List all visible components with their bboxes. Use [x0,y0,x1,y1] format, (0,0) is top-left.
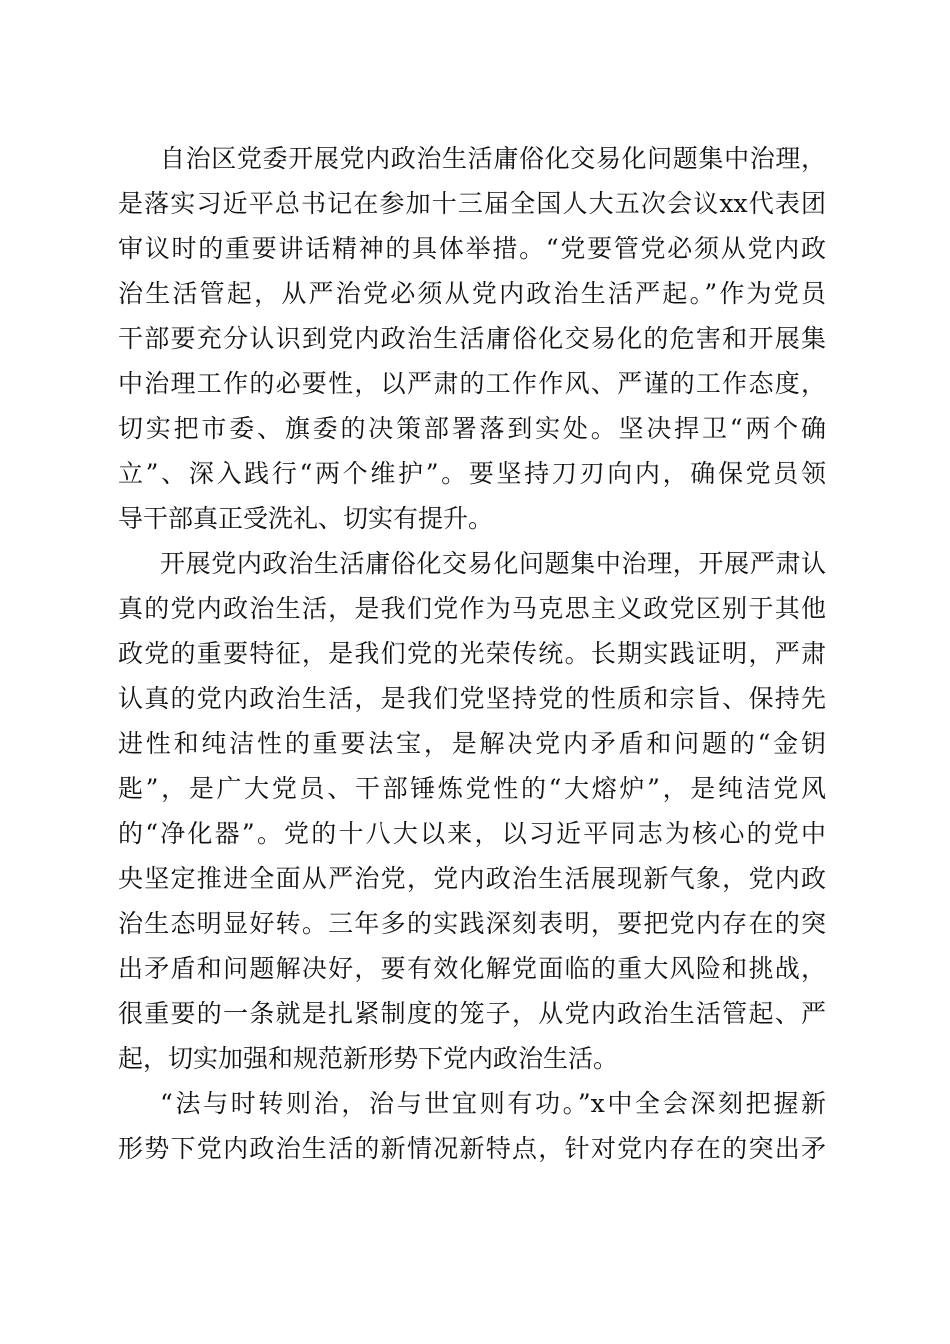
text-line: 中治理工作的必要性，以严肃的工作作风、严谨的工作态度， [118,369,826,398]
text-line: 是落实习近平总书记在参加十三届全国人大五次会议xx代表团 [118,189,826,218]
text-line: 真的党内政治生活，是我们党作为马克思主义政党区别于其他 [118,594,826,623]
text-line: 自治区党委开展党内政治生活庸俗化交易化问题集中治理， [160,144,826,173]
text-line: 起，切实加强和规范新形势下党内政治生活。 [118,1044,619,1073]
text-line: 切实把市委、旗委的决策部署落到实处。坚决捍卫“两个确 [118,414,826,443]
text-line: 审议时的重要讲话精神的具体举措。“党要管党必须从党内政 [118,234,826,263]
text-line: 进性和纯洁性的重要法宝，是解决党内矛盾和问题的“金钥 [118,729,826,758]
paragraph-1 [118,136,826,541]
text-line: 政党的重要特征，是我们党的光荣传统。长期实践证明，严肃 [118,639,826,668]
text-line: 开展党内政治生活庸俗化交易化问题集中治理，开展严肃认 [160,549,826,578]
paragraph-3 [118,1081,826,1171]
text-line: “法与时转则治，治与世宜则有功。”x中全会深刻把握新 [160,1089,826,1118]
text-line: 很重要的一条就是扎紧制度的笼子，从党内政治生活管起、严 [118,999,826,1028]
text-line: 出矛盾和问题解决好，要有效化解党面临的重大风险和挑战， [118,954,826,983]
text-line: 央坚定推进全面从严治党，党内政治生活展现新气象，党内政 [118,864,826,893]
text-line: 的“净化器”。党的十八大以来，以习近平同志为核心的党中 [118,819,826,848]
paragraph-2 [118,541,826,1081]
text-line: 认真的党内政治生活，是我们党坚持党的性质和宗旨、保持先 [118,684,826,713]
text-line: 导干部真正受洗礼、切实有提升。 [118,504,494,533]
text-line: 治生活管起，从严治党必须从党内政治生活严起。”作为党员 [118,279,826,308]
document-body [118,136,826,1171]
text-line: 匙”，是广大党员、干部锤炼党性的“大熔炉”，是纯洁党风 [118,774,826,803]
text-line: 立”、深入践行“两个维护”。要坚持刀刃向内，确保党员领 [118,459,826,488]
text-line: 形势下党内政治生活的新情况新特点，针对党内存在的突出矛 [118,1134,826,1163]
text-line: 治生态明显好转。三年多的实践深刻表明，要把党内存在的突 [118,909,826,938]
text-line: 干部要充分认识到党内政治生活庸俗化交易化的危害和开展集 [118,324,826,353]
